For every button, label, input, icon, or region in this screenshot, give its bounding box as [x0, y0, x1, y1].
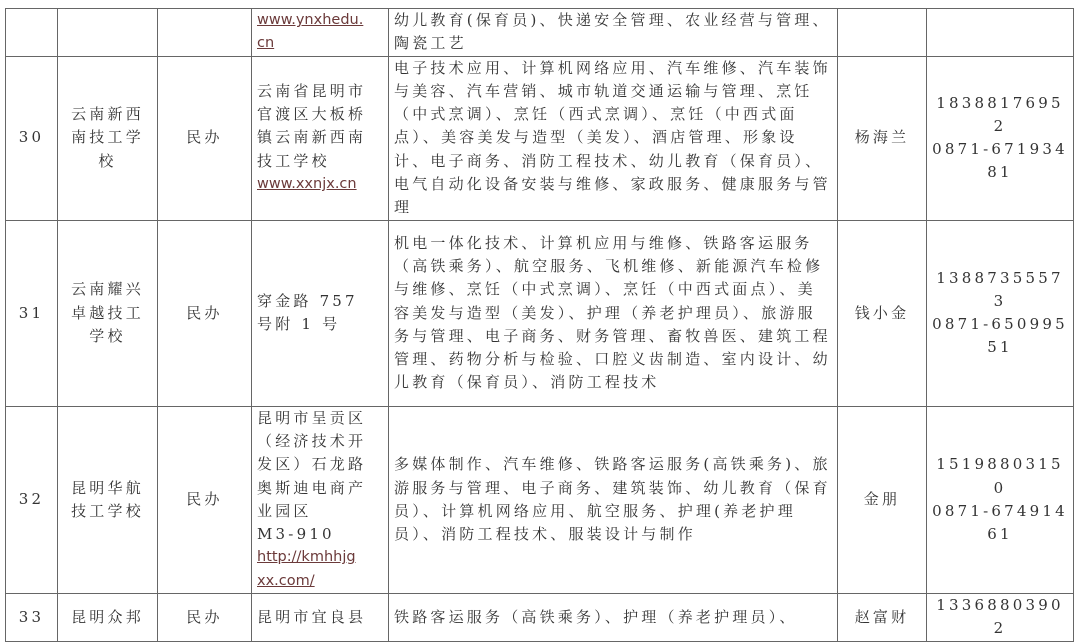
school-name: 昆明众邦 — [58, 594, 158, 642]
mobile-phone: 13368803902 — [936, 596, 1064, 638]
school-type: 民办 — [158, 406, 252, 593]
mobile-phone: 18388176952 — [936, 93, 1064, 135]
landline-phone: 0871-67193481 — [932, 140, 1068, 182]
table-row — [6, 220, 1074, 406]
contact-phones — [927, 406, 1074, 593]
school-majors: 铁路客运服务（高铁乘务）、护理（养老护理员）、 — [389, 594, 838, 642]
school-type: 民办 — [158, 220, 252, 406]
address-text: 昆明市呈贡区（经济技术开发区）石龙路奥斯迪电商产业园区 — [257, 408, 367, 520]
school-majors: 幼儿教育(保育员)、快递安全管理、农业经营与管理、陶瓷工艺 — [389, 9, 838, 57]
school-address — [252, 594, 389, 642]
contact-phones — [927, 56, 1074, 220]
school-type: 民办 — [158, 56, 252, 220]
contact-phones — [927, 9, 1074, 57]
row-number — [6, 9, 58, 57]
school-majors: 电子技术应用、计算机网络应用、汽车维修、汽车装饰与美容、汽车营销、城市轨道交通运输与管理、烹饪（中式烹调）、烹饪（西式烹调）、烹饪（中西式面点）、美容美发与造型（美发）、酒店管理、形象设计、电子商务、消防工程技术、幼儿教育（保育员）、电气自动化设备安装与维修、家政服务、健康服务与管理 — [389, 56, 838, 220]
table-row — [6, 56, 1074, 220]
table-row — [6, 594, 1074, 642]
school-name: 云南耀兴卓越技工学校 — [58, 220, 158, 406]
contact-person: 金朋 — [838, 406, 927, 593]
school-majors: 机电一体化技术、计算机应用与维修、铁路客运服务（高铁乘务）、航空服务、飞机维修、新能源汽车检修与维修、烹饪（中式烹调）、烹饪（中西式面点）、美容美发与造型（美发）、护理（养老护理员）、旅游服务与管理、电子商务、财务管理、畜牧兽医、建筑工程管理、药物分析与检验、口腔义齿制造、室内设计、幼儿教育（保育员）、消防工程技术 — [389, 220, 838, 406]
contact-person: 赵富财 — [838, 594, 927, 642]
table-row — [6, 406, 1074, 593]
row-number: 31 — [6, 220, 58, 406]
school-address — [252, 9, 389, 57]
school-type — [158, 9, 252, 57]
landline-phone: 0871-65099551 — [932, 315, 1068, 357]
contact-phones — [927, 220, 1074, 406]
contact-person — [838, 9, 927, 57]
row-number: 30 — [6, 56, 58, 220]
address-unit: M3-910 — [257, 525, 335, 544]
school-address — [252, 56, 389, 220]
school-name — [58, 9, 158, 57]
address-text: 穿金路 757 号附 1 号 — [257, 291, 358, 334]
contact-phones — [927, 594, 1074, 642]
website-link[interactable]: cn — [257, 35, 275, 52]
contact-person: 钱小金 — [838, 220, 927, 406]
address-text: 云南省昆明市官渡区大板桥镇云南新西南技工学校 — [257, 81, 367, 170]
school-address — [252, 220, 389, 406]
row-number: 32 — [6, 406, 58, 593]
school-majors: 多媒体制作、汽车维修、铁路客运服务(高铁乘务)、旅游服务与管理、电子商务、建筑装饰、幼儿教育（保育员）、计算机网络应用、航空服务、护理(养老护理员）、消防工程技术、服装设计与制作 — [389, 406, 838, 593]
mobile-phone: 15198803150 — [936, 455, 1064, 497]
schools-table — [5, 8, 1074, 642]
address-text: 昆明市宜良县 — [257, 607, 367, 626]
website-link[interactable]: http://kmhhjg — [257, 549, 356, 566]
mobile-phone: 13887355573 — [936, 268, 1064, 310]
landline-phone: 0871-67491461 — [932, 501, 1068, 544]
school-name: 昆明华航技工学校 — [58, 406, 158, 593]
table-row — [6, 9, 1074, 57]
website-link[interactable]: xx.com/ — [257, 572, 315, 589]
contact-person: 杨海兰 — [838, 56, 927, 220]
website-link[interactable]: www.ynxhedu. — [257, 12, 364, 28]
website-link[interactable]: www.xxnjx.cn — [257, 176, 357, 193]
school-name: 云南新西南技工学校 — [58, 56, 158, 220]
school-type: 民办 — [158, 594, 252, 642]
school-address — [252, 406, 389, 593]
row-number: 33 — [6, 594, 58, 642]
